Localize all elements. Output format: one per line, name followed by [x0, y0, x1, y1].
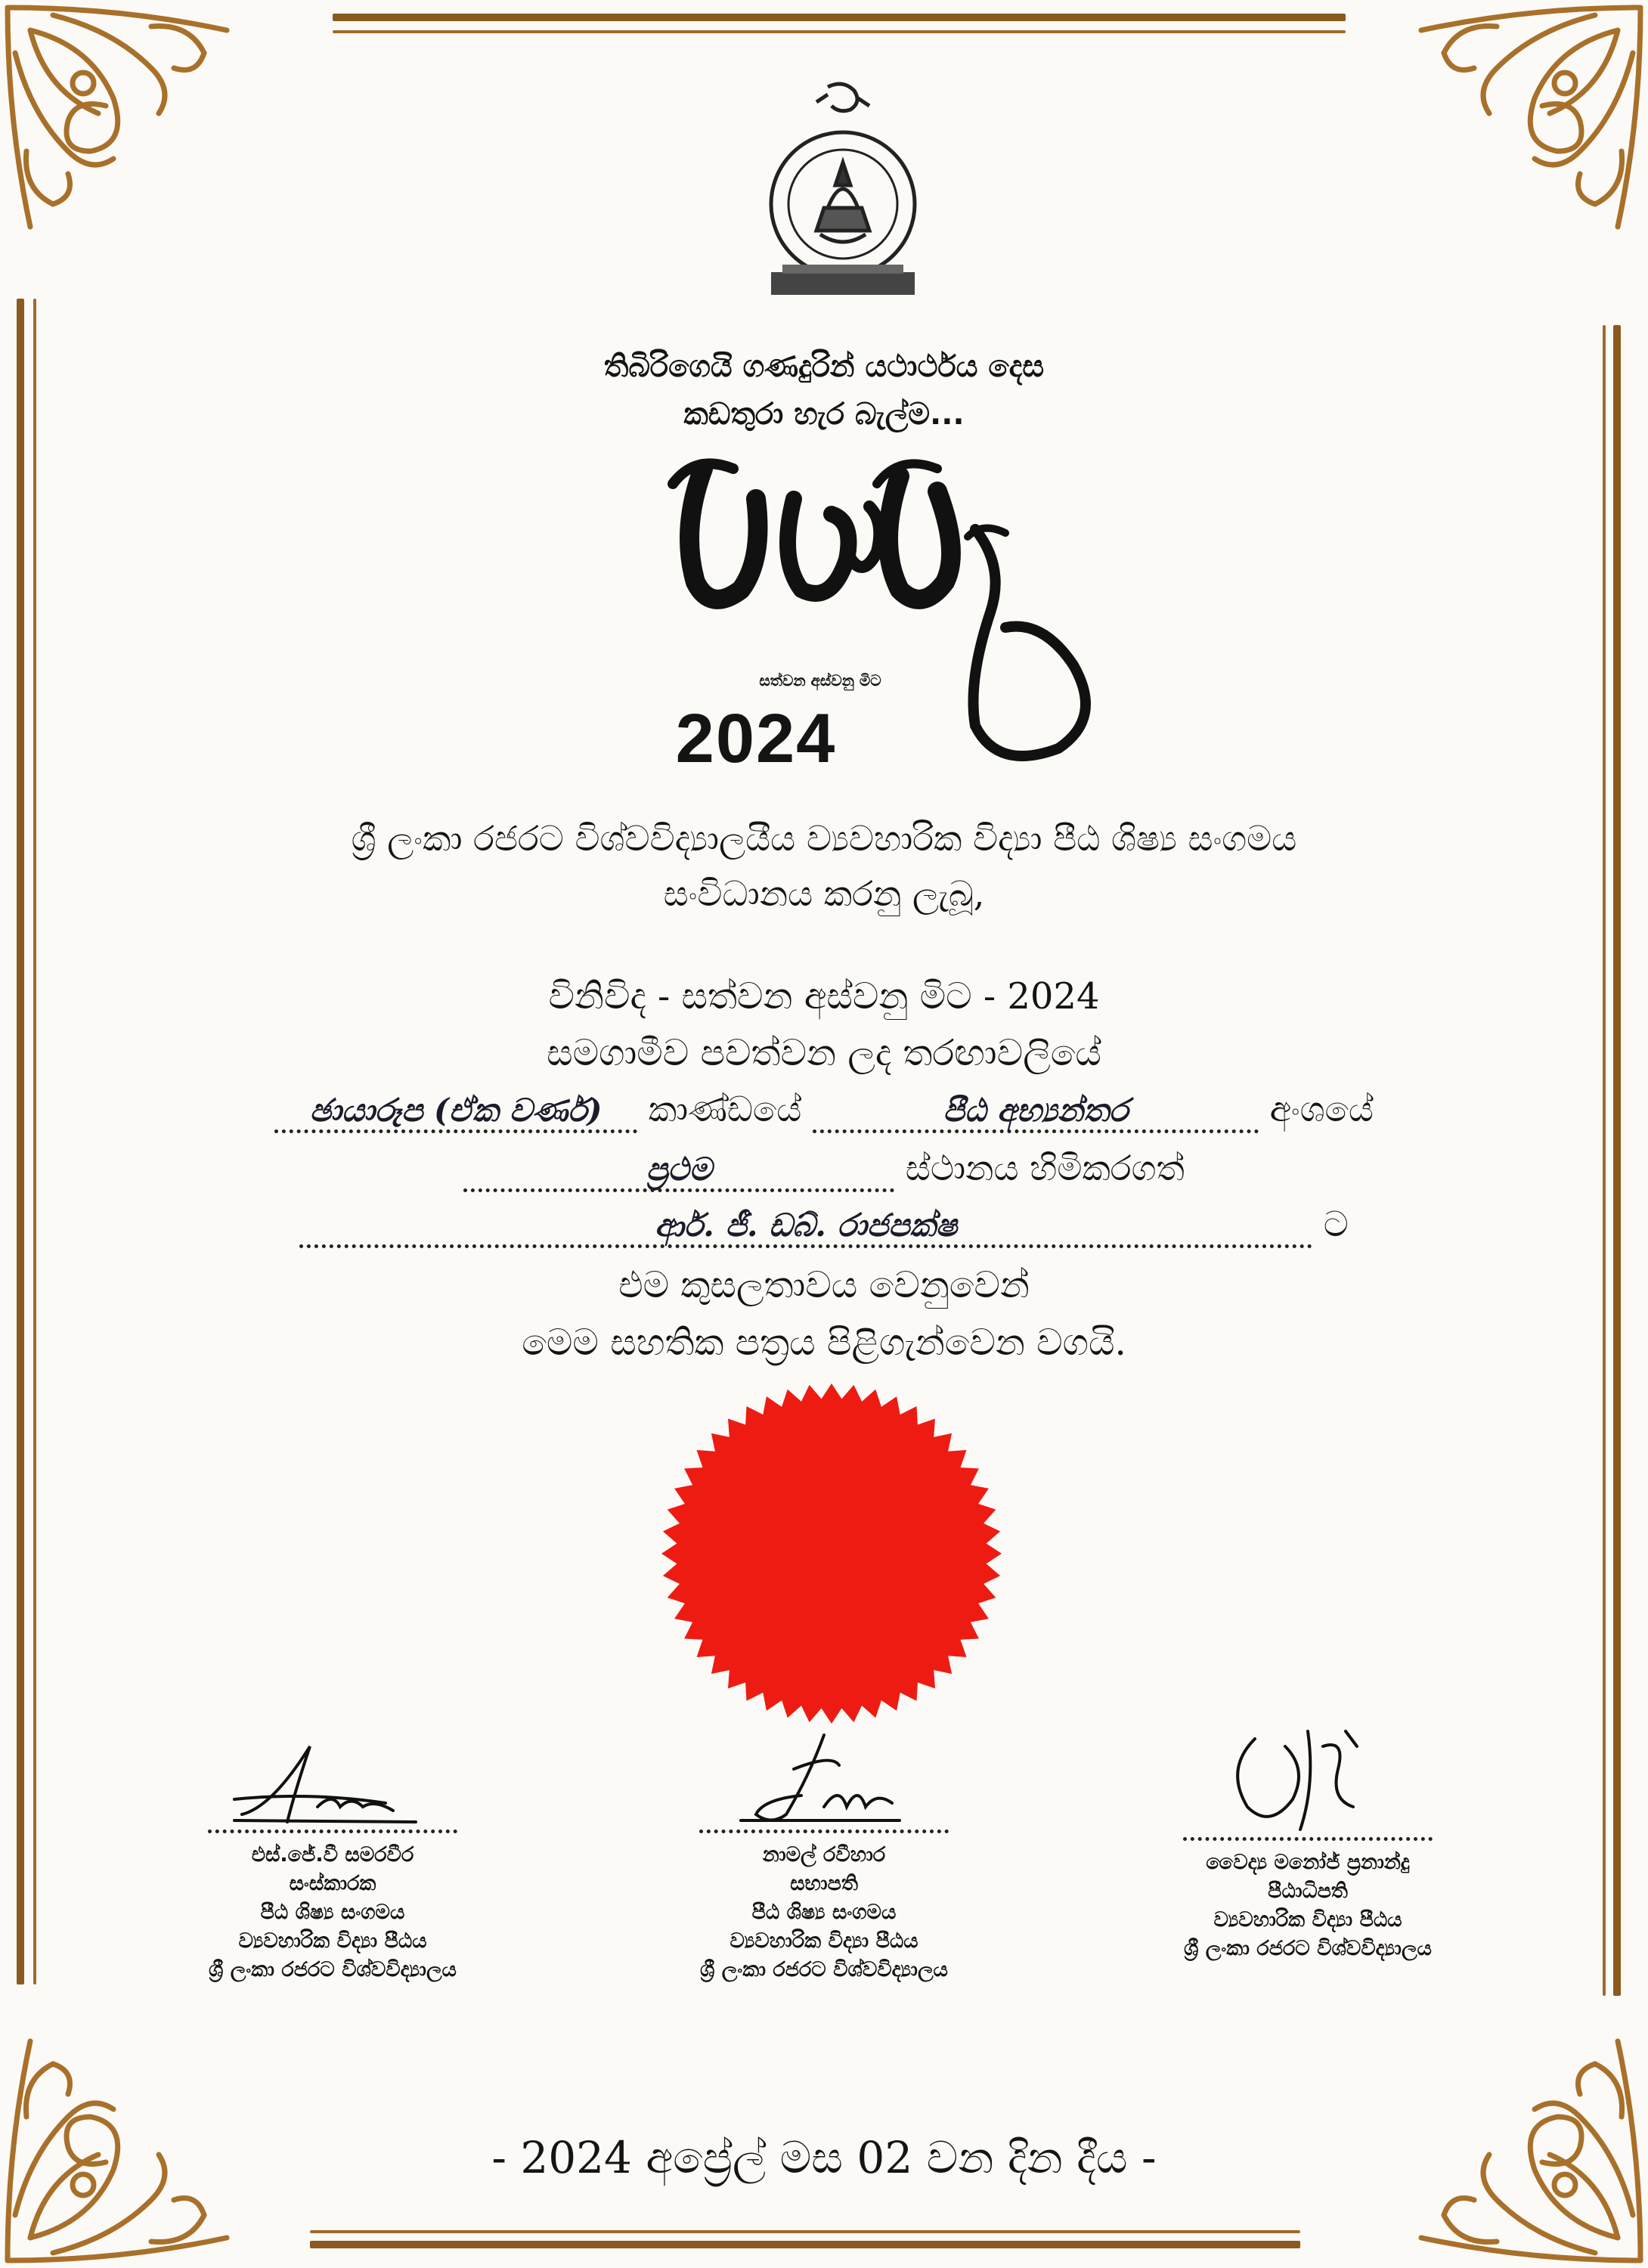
place-field	[463, 1148, 894, 1192]
corner-ornament-top-right	[1399, 0, 1648, 249]
closing-line-2: මෙම සහතික පත්‍රය පිළිගැන්වෙන වගයි.	[522, 1321, 1126, 1364]
organizer-line-1: ශ්‍රී ලංකා රජරට විශ්වවිද්‍යාලයීය ව්‍යවහාරික විද්‍යා පීඨ ශිෂ්‍ය සංගමය	[351, 818, 1297, 859]
signature-line-2	[699, 1830, 949, 1833]
university-emblem	[756, 79, 930, 306]
section-suffix: අංශයේ	[1269, 1089, 1374, 1129]
top-border-bar-thin	[333, 30, 1346, 33]
signatory-3-name: වෛද්‍ය මනෝජ් ප්‍රනාන්දු	[1206, 1851, 1410, 1874]
signatory-1	[121, 1731, 544, 1984]
signatory-2-faculty: ව්‍යවහාරික විද්‍යා පීඨය	[730, 1929, 918, 1953]
signature-1	[219, 1731, 446, 1830]
event-line-1: විනිවිද - සත්වන අස්වනු මිට - 2024	[548, 975, 1100, 1018]
signatory-2-name: නාමල් රවීහාර	[762, 1843, 886, 1867]
closing-line-1: එම කුසලතාවය වෙනුවෙන්	[618, 1264, 1030, 1306]
category-value: ඡායාරූප (ඒක වර්ණ)	[309, 1092, 603, 1129]
organizer-line-2: සංවිධානය කරනු ලැබූ,	[663, 873, 985, 914]
place-value: ප්‍රථම	[646, 1151, 712, 1188]
category-suffix: කාණ්ඩයේ	[648, 1089, 802, 1129]
recipient-value: ආර්. ජී. ඩබ්. රාජපක්ෂ	[655, 1207, 958, 1244]
place-line	[0, 1148, 1648, 1192]
category-field	[274, 1089, 637, 1133]
event-logo-year: 2024	[675, 700, 837, 777]
signatory-3-university: ශ්‍රී ලංකා රජරට විශ්වවිද්‍යාලය	[1184, 1937, 1432, 1960]
recipient-field	[299, 1204, 1312, 1248]
signatory-2	[612, 1731, 1036, 1984]
signatory-2-org: පීඨ ශිෂ්‍ය සංගමය	[751, 1901, 897, 1924]
category-section-line	[0, 1089, 1648, 1133]
left-border-bar	[17, 299, 24, 1984]
bottom-border-bar	[310, 2241, 1300, 2248]
bottom-border-bar-thin	[310, 2230, 1300, 2233]
signatory-1-name: එස්.ජේ.වී සමරවීර	[251, 1843, 414, 1867]
signature-3	[1194, 1724, 1421, 1837]
seal-shape	[661, 1383, 1002, 1724]
red-seal	[658, 1380, 1005, 1727]
tagline-line-1: තිබිරිගෙයි ගණදුරින් යථාර්ථය දෙස	[603, 349, 1045, 384]
signatory-1-university: ශ්‍රී ලංකා රජරට විශ්වවිද්‍යාලය	[209, 1958, 457, 1981]
signatory-2-title: සභාපති	[790, 1872, 858, 1895]
signature-line-3	[1183, 1837, 1433, 1841]
tagline-line-2: කඩතුරා හැර බැල්ම...	[683, 397, 965, 432]
place-suffix: ස්ථානය හිමිකරගත්	[905, 1148, 1185, 1188]
signatory-3	[1096, 1724, 1519, 1963]
section-field	[813, 1089, 1259, 1133]
signatory-1-org: පීඨ ශිෂ්‍ය සංගමය	[260, 1901, 405, 1924]
top-border-bar	[333, 14, 1346, 21]
recipient-line	[0, 1204, 1648, 1248]
section-value: පීඨ අභ්‍යන්තර	[943, 1092, 1129, 1129]
signatory-3-title: පීඨාධිපති	[1268, 1879, 1348, 1903]
issue-date: - 2024 අප්‍රේල් මස 02 වන දින දීය -	[491, 2132, 1157, 2183]
signatory-2-university: ශ්‍රී ලංකා රජරට විශ්වවිද්‍යාලය	[700, 1958, 948, 1981]
corner-ornament-top-left	[0, 0, 249, 249]
recipient-suffix: ට	[1323, 1204, 1349, 1244]
signatory-1-faculty: ව්‍යවහාරික විද්‍යා පීඨය	[238, 1929, 427, 1953]
signature-line-1	[208, 1830, 457, 1833]
event-logo-subtitle: සත්වන අස්වනු මිට	[759, 671, 881, 689]
signature-2	[711, 1731, 937, 1830]
signatory-3-faculty: ව්‍යවහාරික විද්‍යා පීඨය	[1213, 1908, 1402, 1932]
event-line-2: සමගාමීව පවත්වන ලද තරඟාවලියේ	[547, 1032, 1101, 1074]
left-border-bar-thin	[33, 299, 36, 1984]
signatory-1-title: සංස්කාරක	[289, 1872, 376, 1895]
